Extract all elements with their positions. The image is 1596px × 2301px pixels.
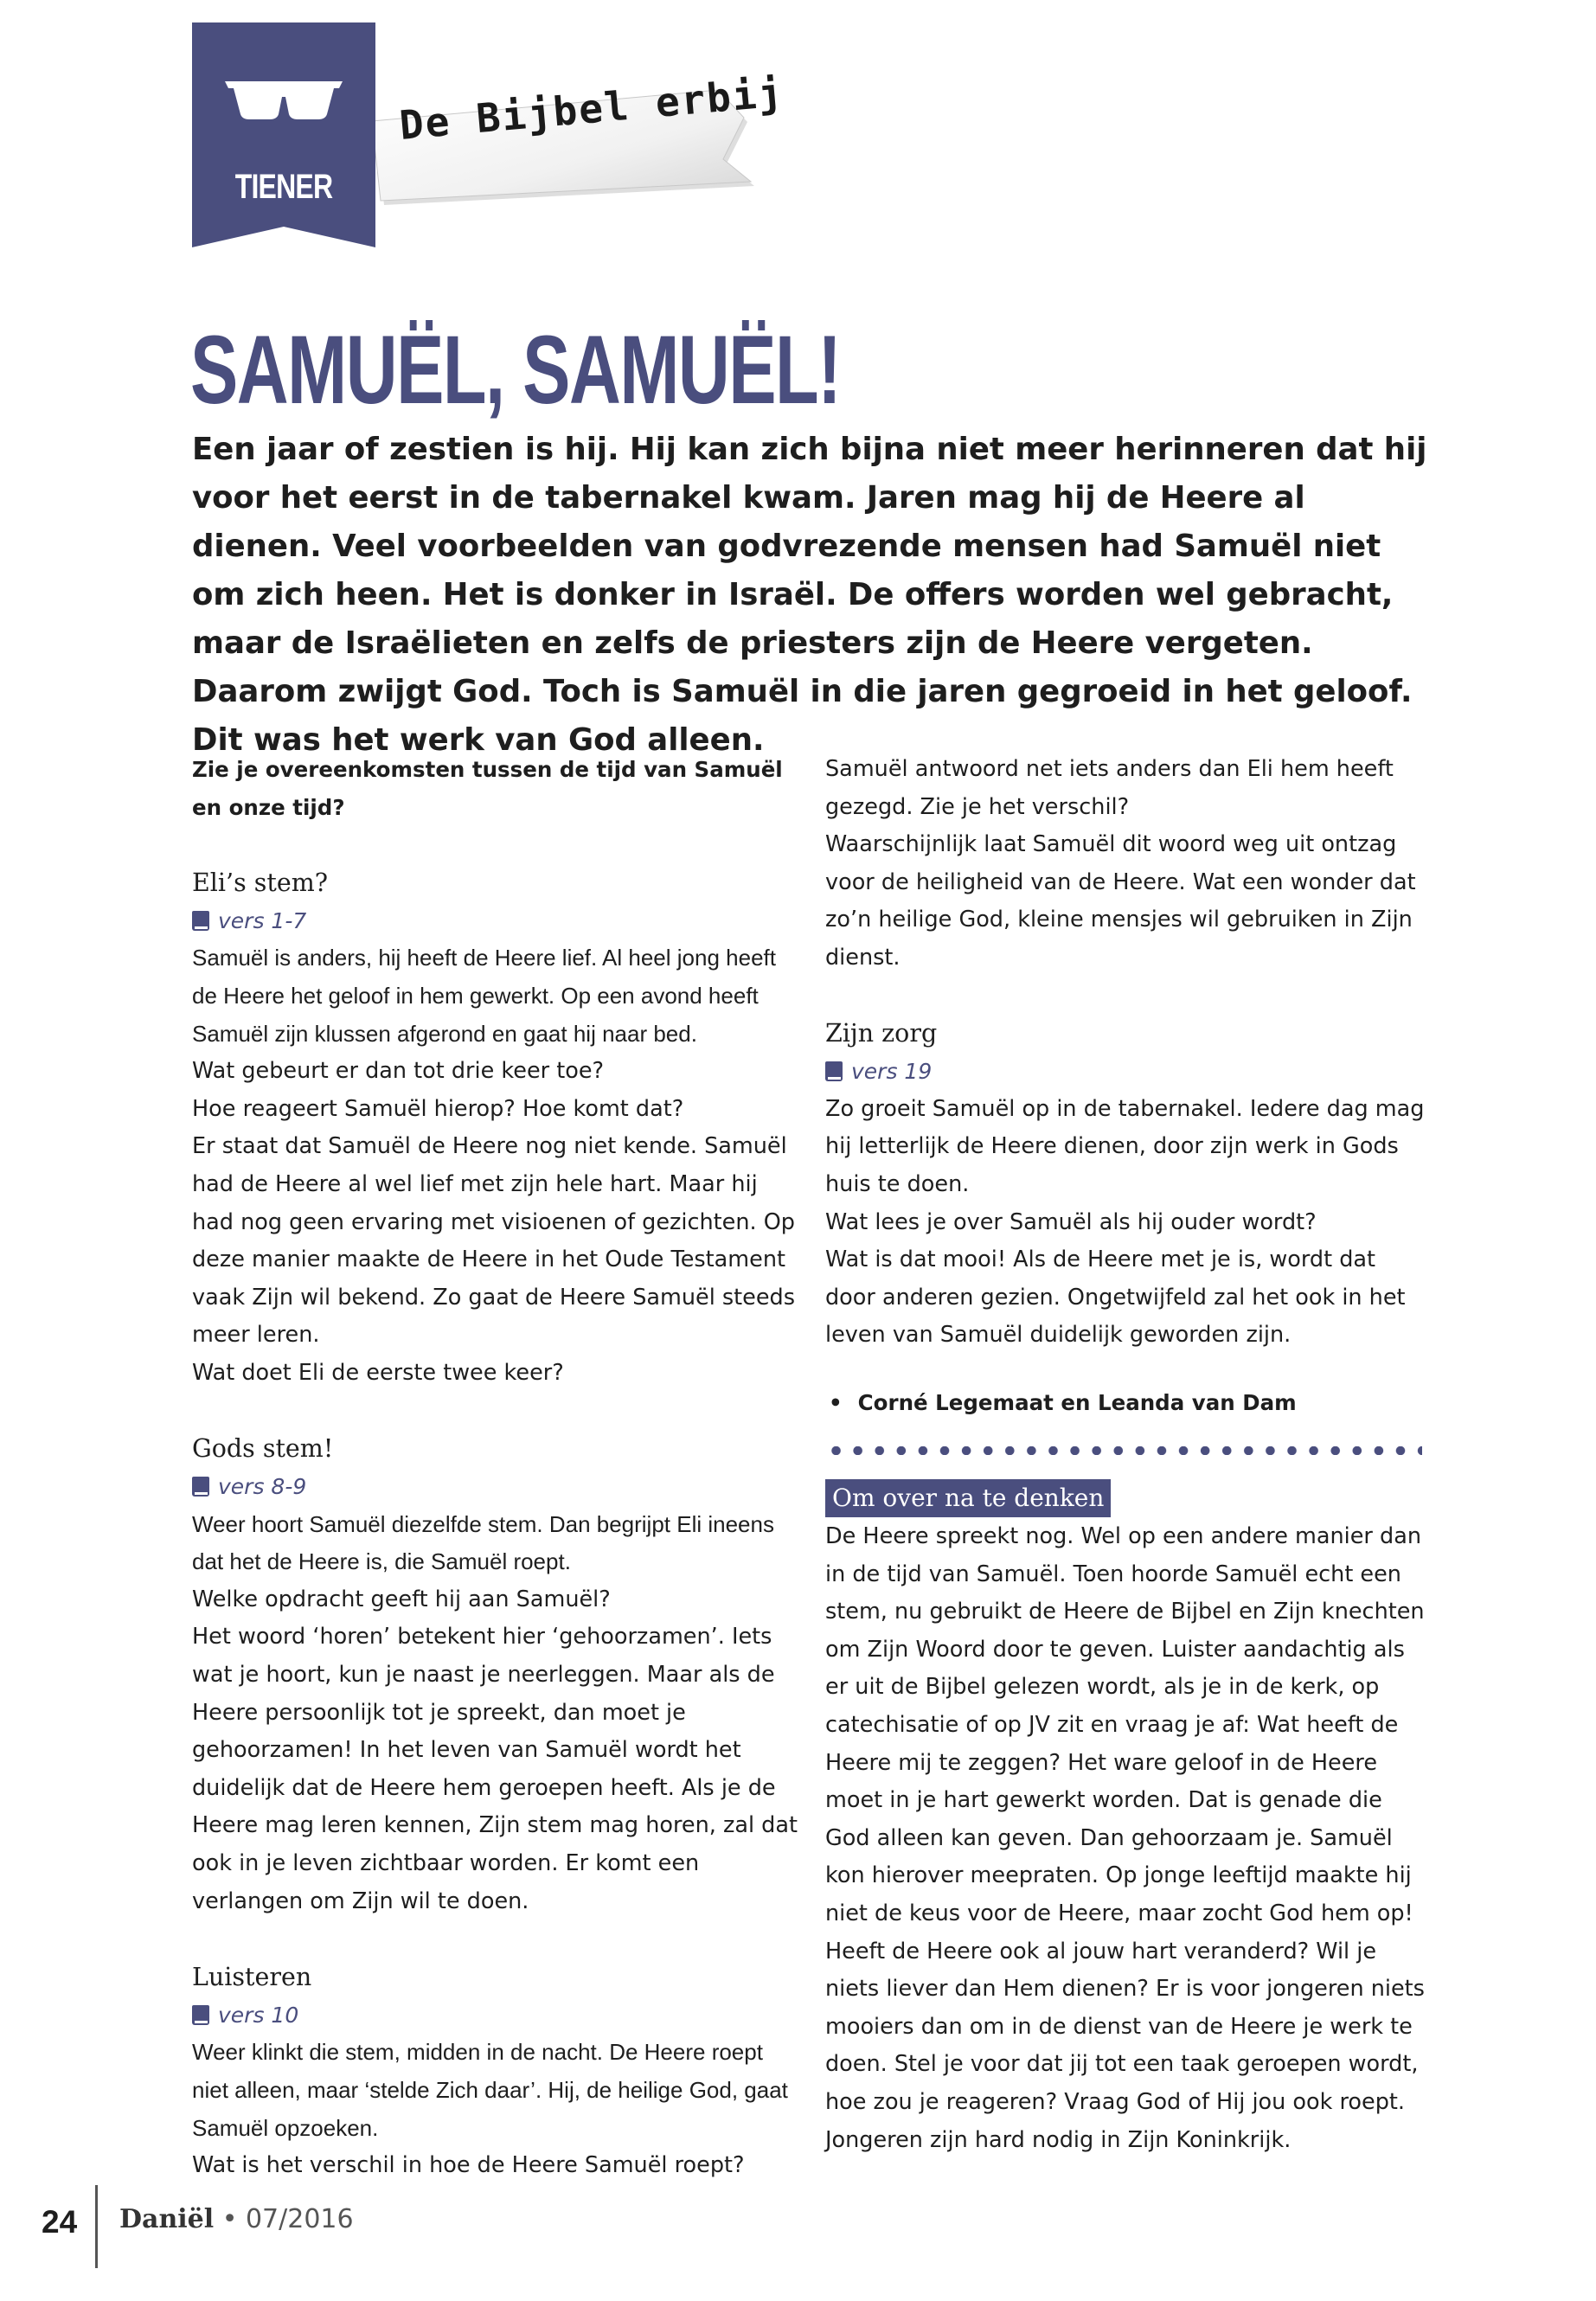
tiener-badge	[192, 22, 375, 227]
banner-title: De Bijbel erbij	[397, 68, 786, 149]
badge-label: TIENER	[234, 168, 333, 206]
page-number: 24	[42, 2204, 78, 2240]
intro-paragraph: Een jaar of zestien is hij. Hij kan zich bijna niet meer herinneren dat hij voor het eerst in de tabernakel kwam. Jaren mag hij de Heere al dienen. Veel voorbeelden van godvrezende mensen had Samuël niet om zich heen. Het is donker in Israël. De offers worden wel gebracht, maar de Israëlieten en zelfs de priesters zijn de Heere vergeten. Daarom zwijgt God. Toch is Samuël in die jaren gegroeid in het geloof. Dit was het werk van God alleen.	[192, 432, 1427, 758]
section-heading: Zijn zorg	[825, 1019, 938, 1048]
book-icon	[192, 2005, 209, 2025]
opening-question: Zie je overeenkomsten tussen de tijd van Samuël en onze tijd?	[192, 757, 783, 820]
question: Welke opdracht geeft hij aan Samuël?	[192, 1586, 611, 1612]
question: Hoe reageert Samuël hierop? Hoe komt dat?	[192, 1095, 684, 1122]
book-icon	[825, 1061, 843, 1081]
paragraph: Samuël antwoord net iets anders dan Eli hem heeft gezegd. Zie je het verschil?	[825, 756, 1394, 820]
paragraph: Weer hoort Samuël diezelfde stem. Dan begrijpt Eli ineens dat het de Heere is, die Samuël roept.	[192, 1510, 774, 1575]
glasses-icon	[223, 76, 344, 121]
paragraph: Er staat dat Samuël de Heere nog niet kende. Samuël had de Heere al wel lief met zijn hele hart. Maar hij had nog geen ervaring met visioenen of gezichten. Op deze manier maakte de Heere in het Oude Testament vaak Zijn wil bekend. Zo gaat de Heere Samuël steeds meer leren.	[192, 1133, 796, 1349]
left-column	[192, 751, 798, 2185]
author-credit: • Corné Legemaat en Leanda van Dam	[829, 1389, 1297, 1415]
paragraph: Zo groeit Samuël op in de tabernakel. Iedere dag mag hij letterlijk de Heere dienen, door zijn werk in Gods huis te doen.	[825, 1095, 1425, 1197]
question: Wat lees je over Samuël als hij ouder wordt?	[825, 1208, 1317, 1235]
paragraph: Waarschijnlijk laat Samuël dit woord weg uit ontzag voor de heiligheid van de Heere. Wat een wonder dat zo’n heilige God, kleine mensjes wil gebruiken in Zijn dienst.	[825, 831, 1416, 971]
magazine-info: Daniël • 07/2016	[119, 2204, 354, 2234]
reflection-heading: Om over na te denken	[825, 1479, 1111, 1517]
question: Wat is het verschil in hoe de Heere Samuël roept?	[192, 2152, 745, 2179]
page-title: SAMUËL, SAMUËL!	[190, 316, 841, 424]
question: Wat gebeurt er dan tot drie keer toe?	[192, 1058, 605, 1085]
paragraph: Wat is dat mooi! Als de Heere met je is, wordt dat door anderen gezien. Ongetwijfeld zal het ook in het leven van Samuël duidelijk geworden zijn.	[825, 1247, 1406, 1349]
verse-reference: vers 1-7	[192, 902, 798, 940]
section-heading: Eli’s stem?	[192, 868, 329, 897]
footer-divider	[95, 2185, 98, 2268]
book-icon	[192, 1477, 209, 1497]
right-column	[825, 751, 1431, 2159]
dotted-divider	[825, 1446, 1422, 1455]
paragraph: Weer klinkt die stem, midden in de nacht. De Heere roept niet alleen, maar ‘stelde Zich daar’. Hij, de heilige God, gaat Samuël opzoeken.	[192, 2039, 788, 2141]
verse-reference: vers 8-9	[192, 1468, 798, 1506]
paragraph: Samuël is anders, hij heeft de Heere lief. Al heel jong heeft de Heere het geloof in hem gewerkt. Op een avond heeft Samuël zijn klussen afgerond en gaat hij naar bed.	[192, 945, 776, 1047]
book-icon	[192, 911, 209, 931]
verse-reference: vers 19	[825, 1053, 1431, 1091]
section-heading: Luisteren	[192, 1962, 312, 1991]
reflection-text: De Heere spreekt nog. Wel op een andere manier dan in de tijd van Samuël. Toen hoorde Samuël echt een stem, nu gebruikt de Heere de Bijbel en Zijn knechten om Zijn Woord door te geven. Luister aandachtig als er uit de Bijbel gelezen wordt, als je in de kerk, op catechisatie of op JV zit en vraag je af: Wat heeft de Heere mij te zeggen? Het ware geloof in de Heere moet in je hart gewerkt worden. Dat is genade die God alleen kan geven. Dan gehoorzaam je. Samuël kon hierover meepraten. Op jonge leeftijd maakte hij niet de keus voor de Heere, maar zocht God hem op! Heeft de Heere ook al jouw hart veranderd? Wil je niets liever dan Hem dienen? Er is voor jongeren niets mooiers dan om in de dienst van de Heere je werk te doen. Stel je voor dat jij tot een taak geroepen wordt, hoe zou je reageren? Vraag God of Hij jou ook roept. Jongeren zijn hard nodig in Zijn Koninkrijk.	[825, 1523, 1425, 2153]
section-heading: Gods stem!	[192, 1434, 334, 1464]
paragraph: Het woord ‘horen’ betekent hier ‘gehoorzamen’. Iets wat je hoort, kun je naast je neerleggen. Maar als de Heere persoonlijk tot je spreekt, dan moet je gehoorzamen! In het leven van Samuël wordt het duidelijk dat de Heere hem geroepen heeft. Als je de Heere mag leren kennen, Zijn stem mag horen, zal dat ook in je leven zichtbaar worden. Er komt een verlangen om Zijn wil te doen.	[192, 1624, 798, 1914]
question: Wat doet Eli de eerste twee keer?	[192, 1359, 564, 1386]
verse-reference: vers 10	[192, 1997, 798, 2035]
